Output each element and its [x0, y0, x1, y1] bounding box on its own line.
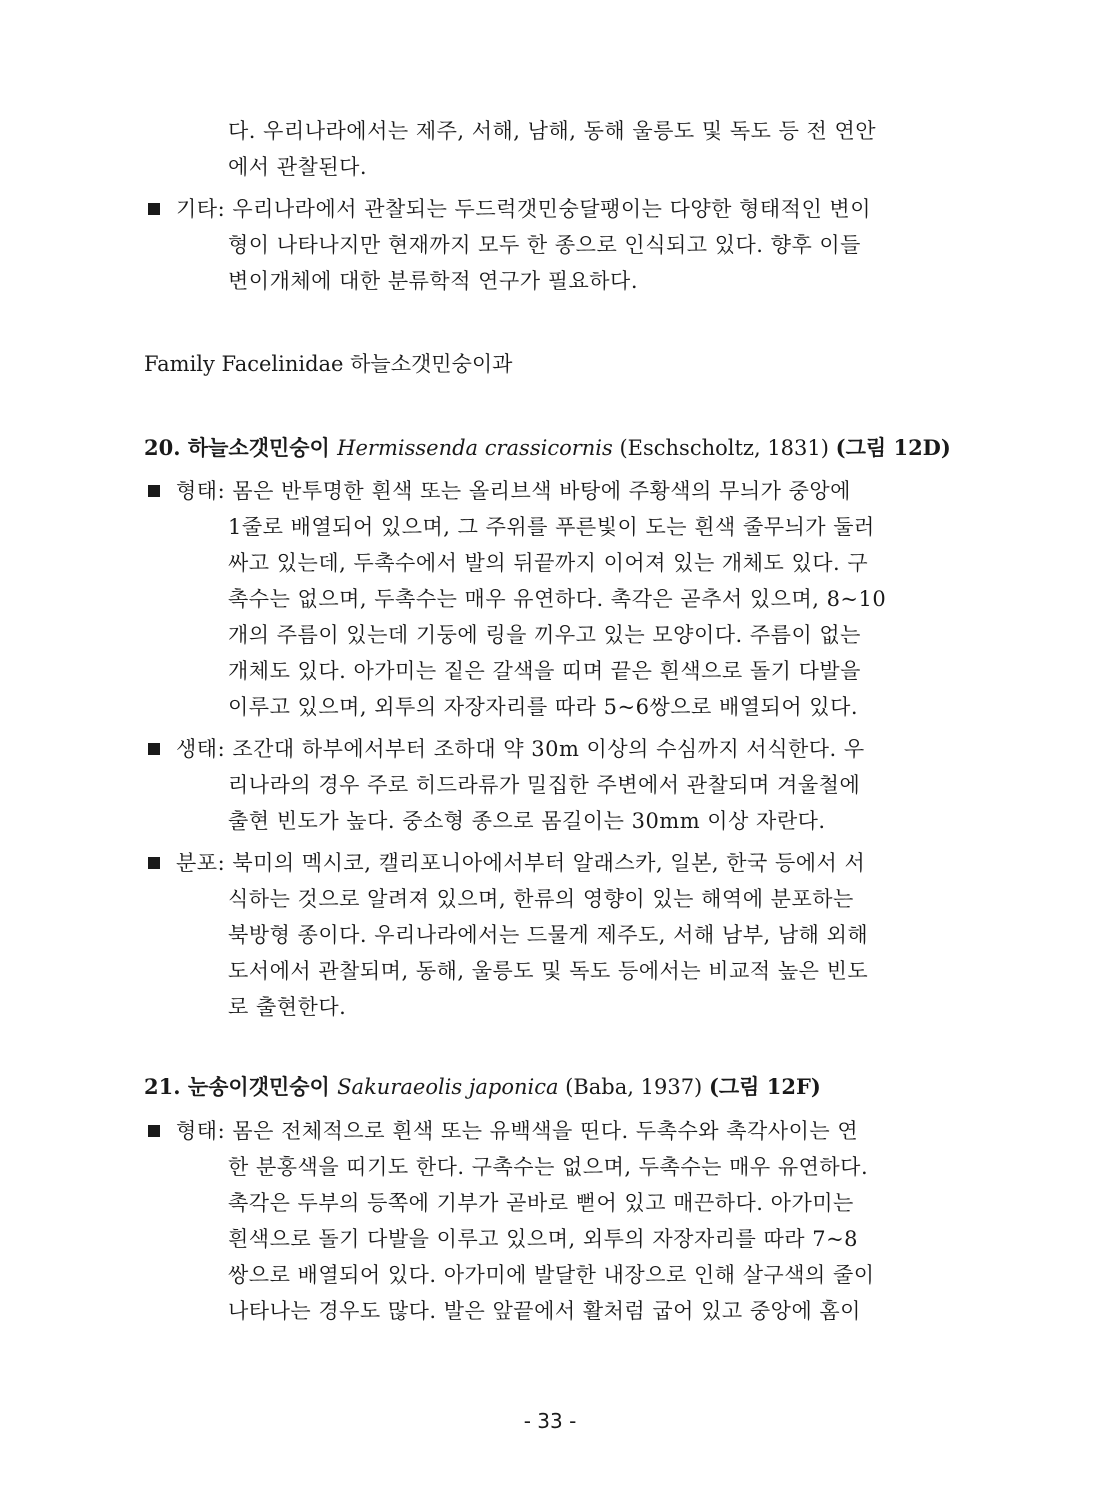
- text-line: 1줄로 배열되어 있으며, 그 주위를 푸른빛이 도는 흰색 줄무늬가 둘러: [228, 515, 875, 539]
- text-line: 변이개체에 대한 분류학적 연구가 필요하다.: [228, 269, 639, 293]
- text-line: 리나라의 경우 주로 히드라류가 밀집한 주변에서 관찰되며 겨울철에: [228, 773, 861, 797]
- text-line: 이루고 있으며, 외투의 자장자리를 따라 5~6쌍으로 배열되어 있다.: [228, 695, 859, 719]
- scientific-name: Sakuraeolis japonica: [337, 1075, 559, 1099]
- text-line: 형태: 몸은 전체적으로 흰색 또는 유백색을 띤다. 두촉수와 촉각사이는 연: [176, 1119, 859, 1143]
- text-line: 싸고 있는데, 두촉수에서 발의 뒤끝까지 이어져 있는 개체도 있다. 구: [228, 551, 869, 575]
- figure-reference: (그림 12F): [708, 1074, 821, 1099]
- text-line: 흰색으로 돌기 다발을 이루고 있으며, 외투의 자장자리를 따라 7~8: [228, 1227, 859, 1251]
- text-line: 형이 나타나지만 현재까지 모두 한 종으로 인식되고 있다. 향후 이들: [228, 233, 861, 257]
- text-line: 출현 빈도가 높다. 중소형 종으로 몸길이는 30mm 이상 자란다.: [228, 809, 826, 833]
- species-heading: [144, 433, 951, 463]
- bullet-square-icon: [148, 743, 160, 755]
- text-line: 개의 주름이 있는데 기둥에 링을 끼우고 있는 모양이다. 주름이 없는: [228, 623, 861, 647]
- text-line: 식하는 것으로 알려져 있으며, 한류의 영향이 있는 해역에 분포하는: [228, 887, 854, 911]
- text-line: 다. 우리나라에서는 제주, 서해, 남해, 동해 울릉도 및 독도 등 전 연안: [228, 119, 877, 143]
- text-line: 도서에서 관찰되며, 동해, 울릉도 및 독도 등에서는 비교적 높은 빈도: [228, 959, 869, 983]
- text-line: 한 분홍색을 띠기도 한다. 구촉수는 없으며, 두촉수는 매우 유연하다.: [228, 1155, 869, 1179]
- figure-reference: (그림 12D): [835, 435, 951, 460]
- family-label: Family Facelinidae 하늘소갯민숭이과: [144, 352, 513, 376]
- text-line: 북방형 종이다. 우리나라에서는 드물게 제주도, 서해 남부, 남해 외해: [228, 923, 869, 947]
- text-line: 형태: 몸은 반투명한 흰색 또는 올리브색 바탕에 주황색의 무늬가 중앙에: [176, 479, 851, 503]
- page-number: - 33 -: [523, 1409, 577, 1433]
- text-line: 촉수는 없으며, 두촉수는 매우 유연하다. 촉각은 곧추서 있으며, 8~10: [228, 587, 887, 611]
- bullet-square-icon: [148, 203, 160, 215]
- scientific-name: Hermissenda crassicornis: [337, 436, 613, 460]
- text-line: 개체도 있다. 아가미는 짙은 갈색을 띠며 끝은 흰색으로 돌기 다발을: [228, 659, 861, 683]
- species-heading: [144, 1072, 821, 1102]
- authority: (Eschscholtz, 1831): [612, 436, 836, 460]
- bullet-square-icon: [148, 857, 160, 869]
- bullet-square-icon: [148, 1125, 160, 1137]
- text-line: 촉각은 두부의 등쪽에 기부가 곧바로 뻗어 있고 매끈하다. 아가미는: [228, 1191, 854, 1215]
- bullet-square-icon: [148, 485, 160, 497]
- text-line: 생태: 조간대 하부에서부터 조하대 약 30m 이상의 수심까지 서식한다. 우: [176, 737, 865, 761]
- text-line: 분포: 북미의 멕시코, 캘리포니아에서부터 알래스카, 일본, 한국 등에서 서: [176, 851, 866, 875]
- species-heading-prefix: 21. 눈송이갯민숭이: [144, 1074, 338, 1099]
- text-line: 쌍으로 배열되어 있다. 아가미에 발달한 내장으로 인해 살구색의 줄이: [228, 1263, 875, 1287]
- text-line: 나타나는 경우도 많다. 발은 앞끝에서 활처럼 굽어 있고 중앙에 홈이: [228, 1299, 861, 1323]
- species-heading-prefix: 20. 하늘소갯민숭이: [144, 435, 338, 460]
- text-line: 로 출현한다.: [228, 995, 347, 1019]
- text-line: 에서 관찰된다.: [228, 155, 368, 179]
- text-line: 기타: 우리나라에서 관찰되는 두드럭갯민숭달팽이는 다양한 형태적인 변이: [176, 197, 871, 221]
- authority: (Baba, 1937): [558, 1075, 709, 1099]
